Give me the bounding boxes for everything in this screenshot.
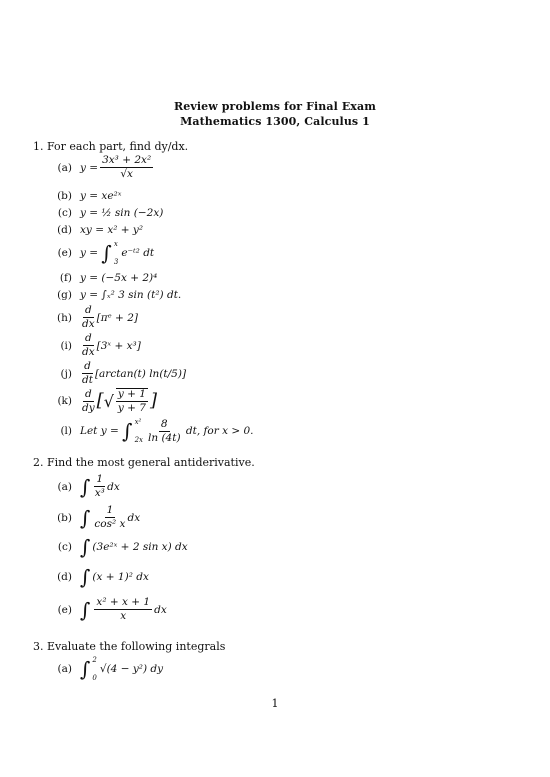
fraction (94, 505, 125, 530)
integral-sign: ∫ (80, 597, 91, 622)
part-label: (e) (57, 603, 72, 616)
lower-limit: 2x (134, 436, 143, 444)
sqrt-icon: √ (103, 391, 114, 411)
lower-limit: 0 (92, 674, 97, 682)
q1-part-d (44, 224, 143, 236)
integral-sign: ∫ (80, 505, 91, 530)
integral-sign: ∫ (101, 241, 112, 265)
expression: xy = x² + y² (80, 224, 144, 236)
integrand: √(4 − y²) dy (99, 663, 164, 675)
part-label: (g) (57, 289, 72, 301)
expression: y = (−5x + 2)⁴ (80, 272, 158, 284)
integral-limits (135, 418, 143, 444)
part-label: (l) (60, 425, 72, 437)
part-label: (b) (57, 190, 72, 202)
expression: [3ˣ + x³] (96, 339, 141, 352)
part-label: (e) (57, 247, 72, 259)
q2-part-c (44, 537, 188, 557)
derivative-operator (82, 361, 93, 386)
integral-sign: ∫ (80, 565, 91, 589)
derivative-operator (82, 333, 95, 358)
differential: dx (107, 480, 120, 493)
fraction (116, 388, 148, 414)
q2-part-a (44, 474, 120, 499)
title-line-1: Review problems for Final Exam (174, 100, 376, 113)
q1-part-c (44, 207, 163, 219)
derivative-operator (82, 389, 95, 414)
d-num: d (84, 304, 92, 316)
integral-sign: ∫ (122, 419, 133, 443)
lower-limit: 3 (113, 258, 119, 266)
denominator: ln (4t) (147, 431, 181, 444)
upper-limit: 2 (92, 656, 97, 664)
numerator: 3x³ + 2x² (102, 154, 152, 166)
left-bracket: [ (96, 390, 104, 411)
integrand: e⁻ᵗ² dt (121, 247, 155, 259)
part-label: (f) (59, 272, 72, 284)
part-label: (a) (57, 480, 72, 493)
part-label: (a) (57, 663, 72, 675)
integrand-fraction (148, 419, 181, 444)
expression: [arctan(t) ln(t/5)] (94, 367, 187, 380)
q1-part-j (44, 361, 186, 386)
upper-limit: x² (134, 418, 142, 426)
denominator: y + 7 (117, 402, 146, 414)
integral-sign: ∫ (80, 657, 91, 681)
lhs: y = (80, 247, 99, 259)
d-den: dy (82, 401, 95, 414)
q1-part-g (44, 289, 181, 301)
tail-text: dt, for x > 0. (185, 425, 254, 437)
numerator: 8 (160, 417, 168, 430)
d-den: dt (82, 374, 93, 386)
numerator: x² + x + 1 (96, 596, 151, 608)
d-num: d (84, 360, 91, 372)
expression: y = ∫ₓ² 3 sin (t²) dt. (80, 289, 182, 301)
q2-part-e (44, 597, 167, 622)
part-label: (a) (57, 161, 72, 174)
numerator: 1 (96, 473, 104, 485)
integral-sign: ∫ (80, 535, 91, 559)
q1-part-k (44, 388, 157, 414)
part-label: (h) (57, 311, 72, 324)
d-num: d (84, 332, 92, 344)
question-3-prompt: 3. Evaluate the following integrals (33, 640, 226, 653)
q1-part-h (44, 305, 138, 330)
q1-part-i (44, 333, 141, 358)
d-den: dx (82, 346, 95, 358)
expression: y = ½ sin (−2x) (80, 207, 164, 219)
part-label: (d) (57, 224, 72, 236)
numerator: 1 (106, 504, 114, 516)
q1-part-l (44, 418, 253, 444)
part-label: (k) (57, 395, 72, 407)
right-bracket: ] (149, 390, 158, 411)
q1-part-b (44, 190, 121, 202)
derivative-operator (82, 305, 95, 330)
part-label: (j) (60, 367, 72, 380)
q2-part-b (44, 505, 140, 530)
upper-limit: x (113, 240, 118, 248)
question-1-prompt: 1. For each part, find dy/dx. (33, 140, 189, 153)
q3-part-a (44, 656, 163, 682)
page-number: 1 (271, 697, 279, 710)
fraction (94, 597, 152, 622)
part-label: (b) (57, 511, 72, 524)
numerator: y + 1 (117, 388, 146, 400)
q1-part-e (44, 240, 154, 266)
q1-part-f (44, 272, 157, 284)
integral-limits (114, 240, 118, 266)
denominator: x³ (94, 487, 105, 499)
denominator: x (120, 610, 127, 622)
question-2-prompt: 2. Find the most general antiderivative. (33, 456, 255, 469)
denominator: cos² x (94, 518, 126, 530)
integrand: (3e²ˣ + 2 sin x) dx (92, 541, 188, 553)
denominator: √x (120, 168, 133, 180)
title-line-2: Mathematics 1300, Calculus 1 (180, 115, 370, 128)
d-num: d (84, 387, 92, 400)
part-label: (d) (57, 571, 72, 583)
q2-part-d (44, 567, 149, 587)
integral-sign: ∫ (80, 474, 91, 499)
integrand: (x + 1)² dx (92, 571, 149, 583)
integral-limits (92, 656, 96, 682)
d-den: dx (82, 318, 95, 330)
differential: dx (154, 603, 167, 616)
fraction (100, 155, 153, 180)
q1-part-a (44, 155, 155, 180)
differential: dx (127, 511, 141, 524)
part-label: (c) (57, 541, 72, 553)
lhs: y = (80, 161, 99, 174)
fraction (94, 474, 105, 499)
expression: [πᵉ + 2] (96, 311, 138, 324)
lhs: Let y = (80, 425, 119, 437)
part-label: (c) (57, 207, 72, 219)
expression: y = xe²ˣ (80, 190, 122, 202)
part-label: (i) (60, 339, 72, 352)
